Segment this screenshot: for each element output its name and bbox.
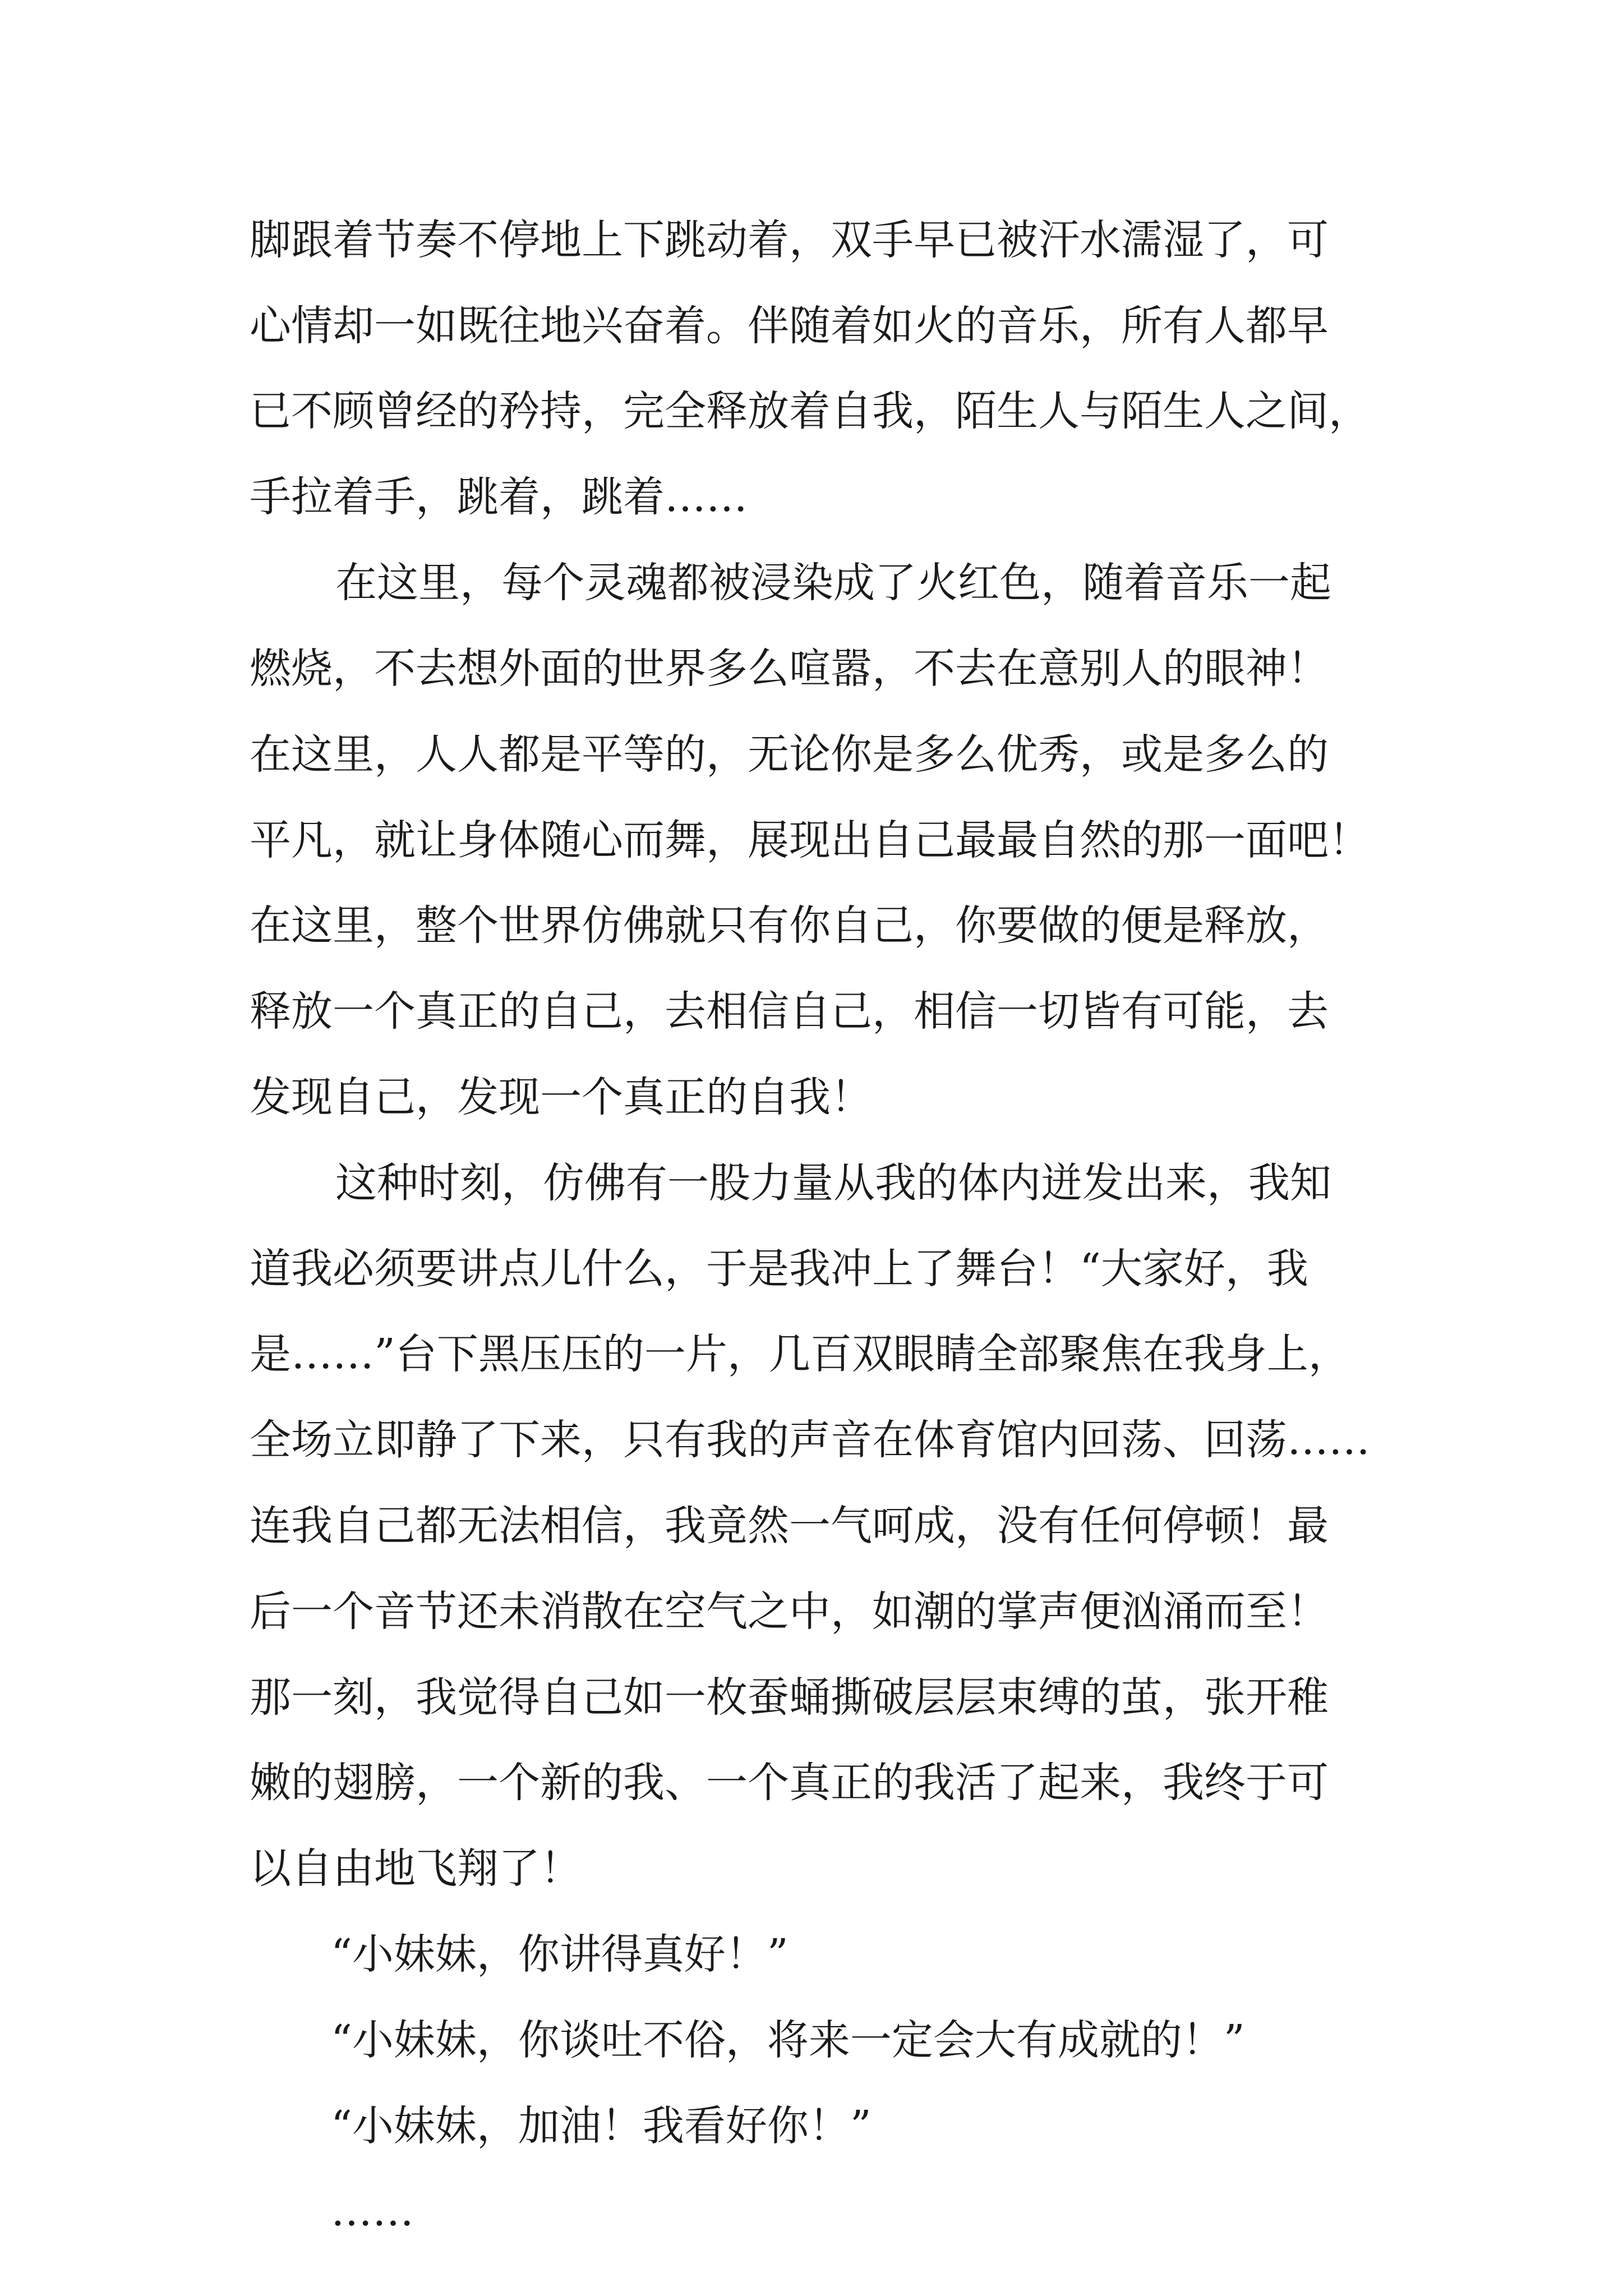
paragraph-line: 这种时刻，仿佛有一股力量从我的体内迸发出来，我知 [335,1159,1331,1207]
paragraph-line: 在这里，整个世界仿佛就只有你自己，你要做的便是释放， [250,901,1329,950]
paragraph-line: 心情却一如既往地兴奋着。伴随着如火的音乐，所有人都早 [250,302,1329,350]
paragraph-line: 道我必须要讲点儿什么，于是我冲上了舞台！“大家好，我 [250,1245,1308,1293]
paragraph-line: 嫩的翅膀，一个新的我、一个真正的我活了起来，我终于可 [250,1759,1329,1807]
paragraph-line: 脚跟着节奏不停地上下跳动着，双手早已被汗水濡湿了，可 [250,216,1329,264]
paragraph-line: 发现自己，发现一个真正的自我！ [250,1073,872,1121]
paragraph-line: 以自由地飞翔了！ [250,1844,582,1893]
paragraph-line: 在这里，人人都是平等的，无论你是多么优秀，或是多么的 [250,730,1329,779]
dialogue-line: “小妹妹，你谈吐不俗，将来一定会大有成就的！” [331,2016,1245,2064]
paragraph-line: 在这里，每个灵魂都被浸染成了火红色，随着音乐一起 [335,559,1331,607]
dialogue-line: “小妹妹，加油！我看好你！” [331,2102,872,2150]
ellipsis-line: …… [331,2187,414,2235]
paragraph-line: 那一刻，我觉得自己如一枚蚕蛹撕破层层束缚的茧，张开稚 [250,1673,1329,1722]
paragraph-line: 全场立即静了下来，只有我的声音在体育馆内回荡、回荡…… [250,1416,1370,1464]
paragraph-line: 燃烧，不去想外面的世界多么喧嚣，不去在意别人的眼神！ [250,645,1329,693]
paragraph-line: 连我自己都无法相信，我竟然一气呵成，没有任何停顿！最 [250,1502,1329,1550]
paragraph-line: 后一个音节还未消散在空气之中，如潮的掌声便汹涌而至！ [250,1588,1329,1636]
paragraph-line: 已不顾曾经的矜持，完全释放着自我，陌生人与陌生人之间， [250,387,1370,435]
paragraph-line: 是……”台下黑压压的一片，几百双眼睛全部聚焦在我身上， [250,1330,1350,1378]
dialogue-line: “小妹妹，你讲得真好！” [331,1930,789,1978]
paragraph-line: 平凡，就让身体随心而舞，展现出自己最最自然的那一面吧！ [250,816,1370,864]
paragraph-line: 释放一个真正的自己，去相信自己，相信一切皆有可能，去 [250,987,1329,1036]
paragraph-line: 手拉着手，跳着，跳着…… [250,473,748,521]
